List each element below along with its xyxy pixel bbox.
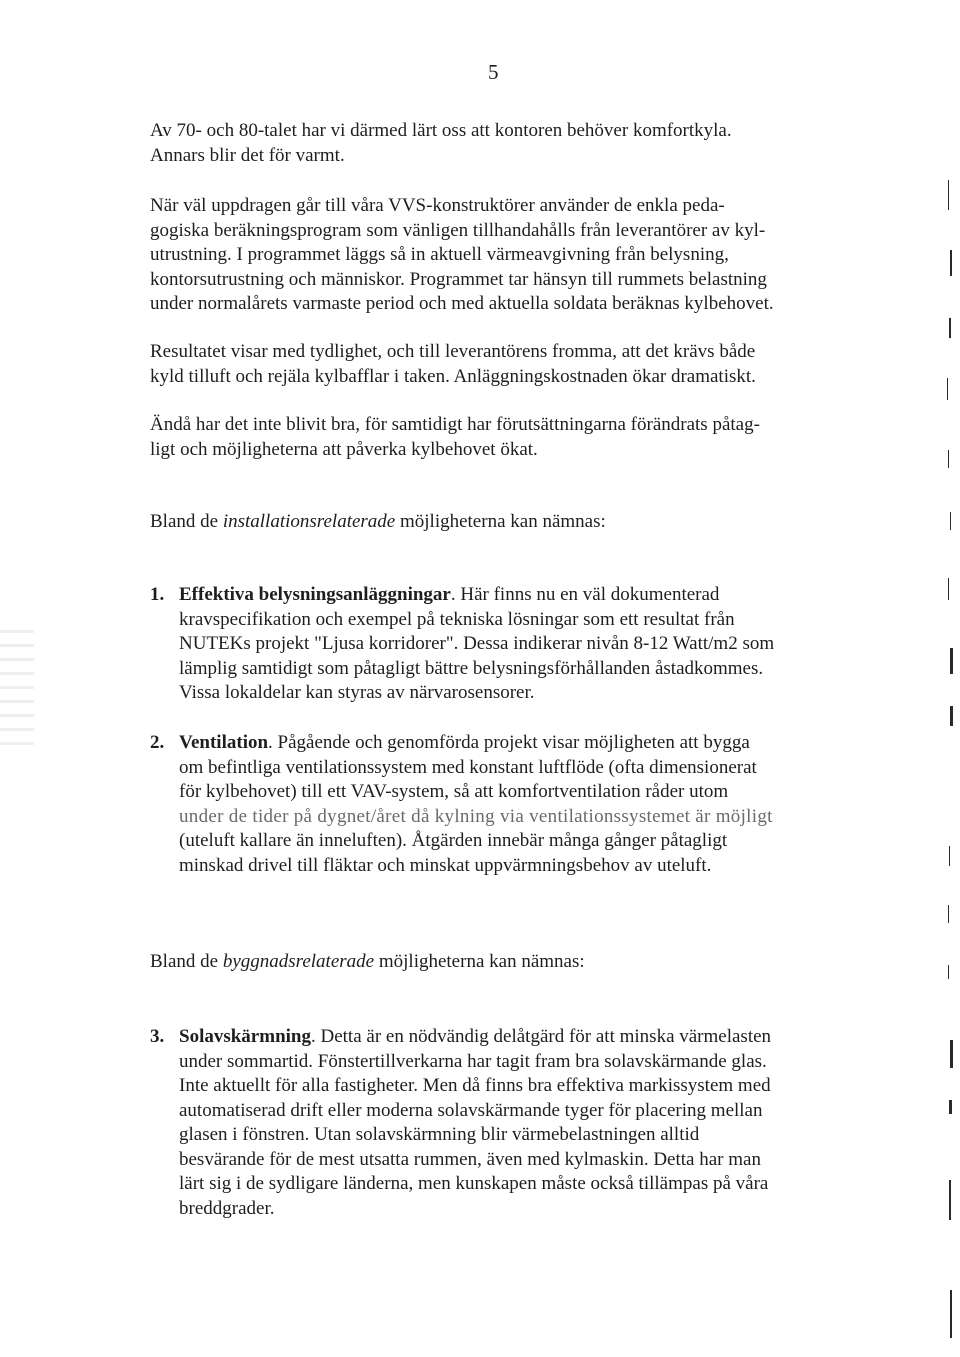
item-first-line-rest: . Här finns nu en väl dokumenterad	[450, 584, 720, 605]
text-line: Vissa lokaldelar kan styras av närvarosensorer.	[179, 682, 535, 703]
text-line: Inte aktuellt för alla fastigheter. Men då finns bra effektiva markissystem med	[179, 1075, 771, 1096]
text-line: NUTEKs projekt "Ljusa korridorer". Dessa indikerar nivån 8-12 Watt/m2 som	[179, 633, 775, 654]
text-line: glasen i fönstren. Utan solavskärmning blir värmebelastningen alltid	[179, 1124, 700, 1145]
text-line: breddgrader.	[179, 1197, 275, 1219]
item-first-line-rest: . Detta är en nödvändig delåtgärd för att minska värmelasten	[310, 1026, 772, 1047]
item-number: 2.	[150, 732, 165, 753]
text-line: lämplig samtidigt som påtagligt bättre belysningsförhållanden åstadkommes.	[179, 657, 764, 679]
text-line: lärt sig i de sydligare länderna, men kunskapen måste också tillämpas på våra	[179, 1173, 769, 1194]
text-post: möjligheterna kan nämnas:	[395, 511, 606, 532]
paragraph-intro	[150, 119, 850, 168]
text-line: under sommartid. Fönstertillverkarna har tagit fram bra solavskärmande glas.	[179, 1050, 767, 1072]
paragraph-result	[150, 340, 850, 389]
item-first-line-rest: . Pågående och genomförda projekt visar möjligheten att bygga	[268, 732, 750, 753]
text-line: (uteluft kallare än inneluften). Åtgärden innebär många gånger påtagligt	[179, 830, 728, 851]
item-title: Ventilation	[179, 732, 269, 753]
heading-installation-related	[150, 510, 850, 535]
text-line: utrustning. I programmet läggs så in aktuell värmeavgivning från belysning,	[150, 244, 729, 265]
emphasis-building-related: byggnadsrelaterade	[222, 951, 375, 972]
text-line: kyld tilluft och rejäla kylbafflar i taken. Anläggningskostnaden ökar dramatiskt.	[150, 365, 756, 387]
text-line: kontorsutrustning och människor. Programmet tar hänsyn till rummets belastning	[150, 268, 767, 290]
emphasis-installation-related: installationsrelaterade	[222, 511, 396, 532]
text-line: om befintliga ventilationssystem med konstant luftflöde (ofta dimensionerat	[179, 756, 757, 778]
heading-building-related	[150, 950, 850, 975]
text-line: När väl uppdragen går till våra VVS-konstruktörer använder de enkla peda-	[150, 195, 725, 216]
paragraph-calculation-programs	[150, 194, 850, 317]
text-line: Av 70- och 80-talet har vi därmed lärt oss att kontoren behöver komfortkyla.	[150, 120, 732, 141]
item-number: 3.	[150, 1026, 165, 1047]
text-pre: Bland de	[150, 951, 223, 972]
text-line: gogiska beräkningsprogram som vänligen tillhandahålls från leverantörer av kyl-	[150, 219, 766, 241]
text-line: under normalårets varmaste period och med aktuella soldata beräknas kylbehovet.	[150, 293, 774, 314]
text-line: för kylbehovet) till ett VAV-system, så att komfortventilation råder utom	[179, 781, 729, 802]
item-number: 1.	[150, 584, 165, 605]
text-line: besvärande för de mest utsatta rummen, även med kylmaskin. Detta har man	[179, 1148, 761, 1170]
text-line: minskad drivel till fläktar och minskat uppvärmningsbehov av uteluft.	[179, 854, 712, 876]
text-line: Ändå har det inte blivit bra, för samtidigt har förutsättningarna förändrats påtag-	[150, 414, 760, 435]
text-line: kravspecifikation och exempel på tekniska lösningar som ett resultat från	[179, 608, 735, 630]
text-pre: Bland de	[150, 511, 223, 532]
text-line: ligt och möjligheterna att påverka kylbehovet ökat.	[150, 438, 538, 460]
text-line-faded: under de tider på dygnet/året då kylning via ventilationssystemet är möjligt	[179, 805, 773, 827]
item-title: Effektiva belysningsanläggningar	[179, 584, 451, 605]
text-line: Resultatet visar med tydlighet, och till leverantörens fromma, att det krävs både	[150, 341, 756, 362]
text-post: möjligheterna kan nämnas:	[374, 951, 585, 972]
scan-artifact-right-edge	[930, 0, 960, 1357]
paragraph-conditions	[150, 413, 850, 462]
scan-artifact-left	[0, 630, 34, 750]
item-title: Solavskärmning	[179, 1026, 311, 1047]
text-line: Annars blir det för varmt.	[150, 144, 345, 166]
text-line: automatiserad drift eller moderna solavskärmande tyger för placering mellan	[179, 1099, 763, 1121]
page-number: 5	[488, 60, 499, 84]
